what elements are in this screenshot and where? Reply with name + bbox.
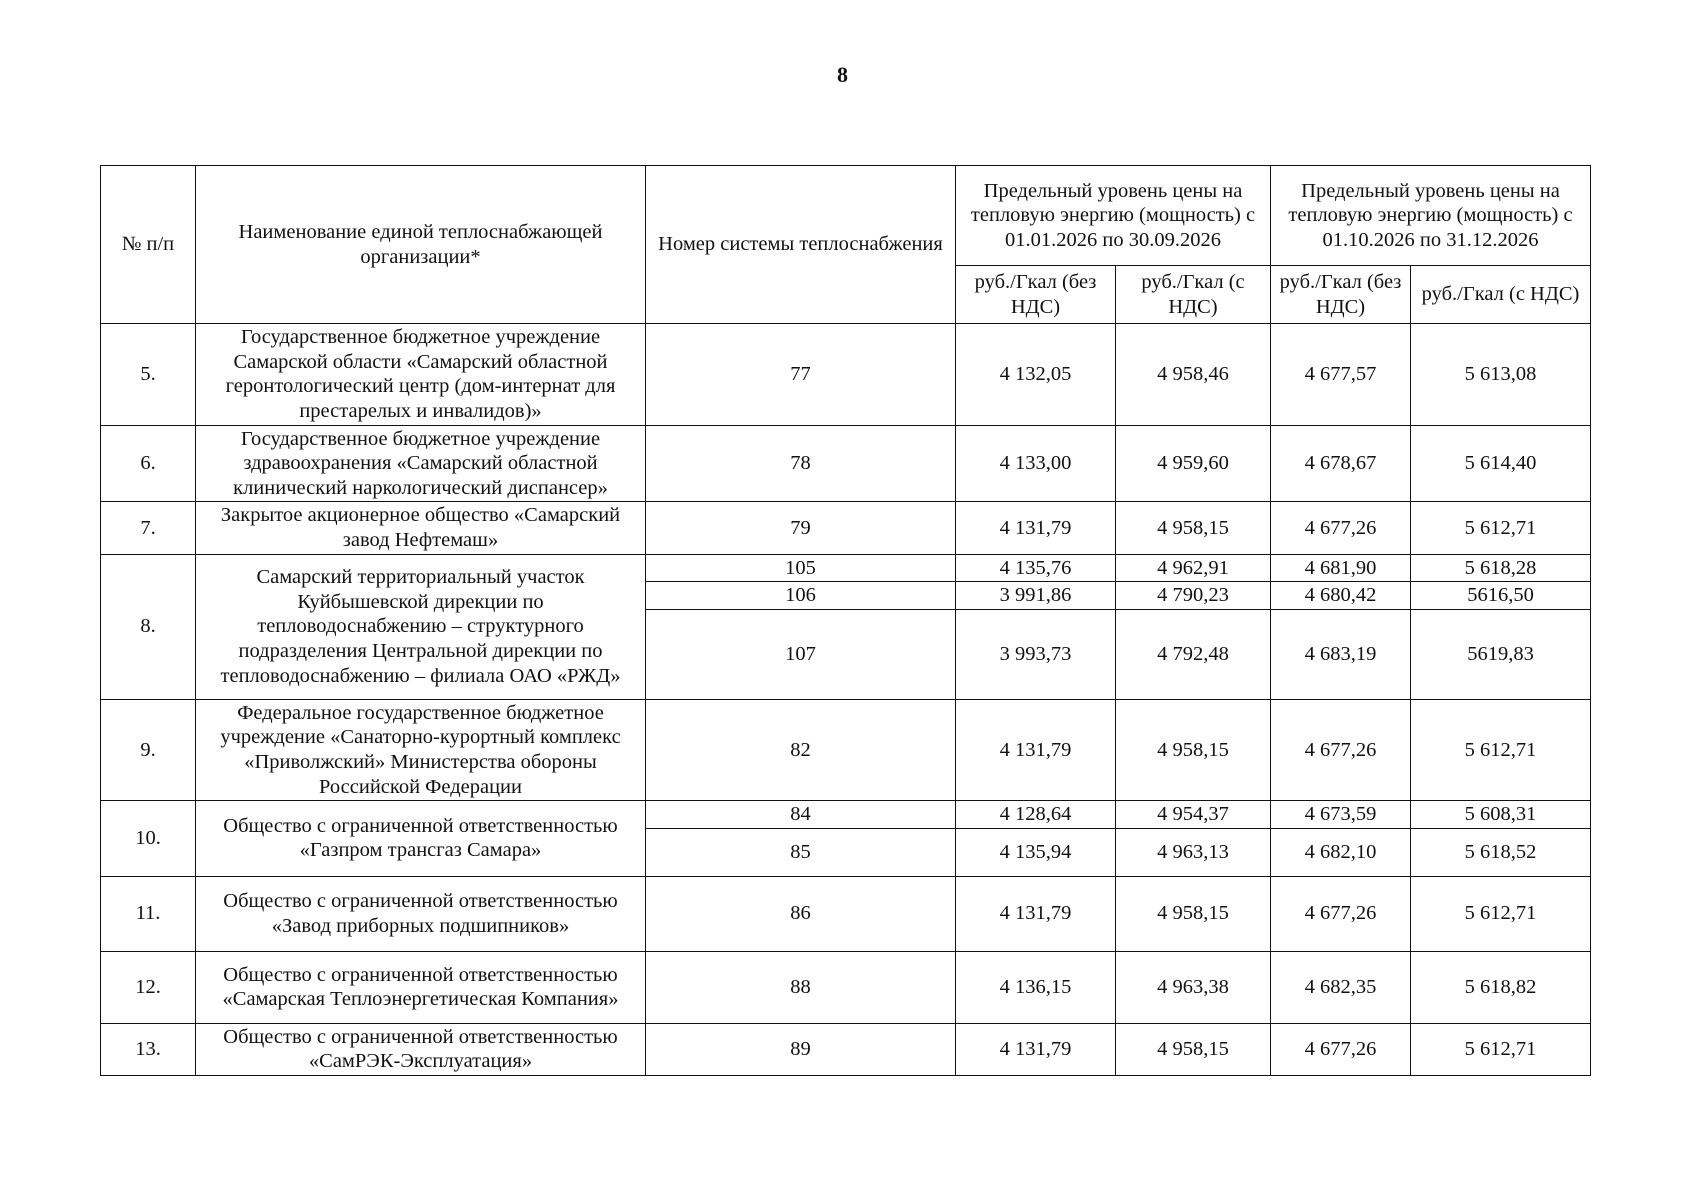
system-number: 82	[646, 699, 956, 800]
organization-name: Общество с ограниченной ответственностью «Самарская Теплоэнергетическая Компания»	[196, 951, 646, 1023]
row-number: 10.	[101, 801, 196, 877]
price-p2-no-vat: 4 677,26	[1271, 699, 1411, 800]
organization-name: Самарский территориальный участок Куйбышевской дирекции по тепловодоснабжению – структурного подразделения Центральной дирекции по тепловодоснабжению – филиала ОАО «РЖД»	[196, 554, 646, 699]
price-p2-no-vat: 4 673,59	[1271, 801, 1411, 829]
price-p1-no-vat: 4 135,76	[956, 554, 1116, 582]
price-p1-no-vat: 4 133,00	[956, 425, 1116, 502]
price-p1-no-vat: 4 128,64	[956, 801, 1116, 829]
price-p2-no-vat: 4 681,90	[1271, 554, 1411, 582]
system-number: 106	[646, 582, 956, 610]
price-p1-vat: 4 792,48	[1116, 609, 1271, 699]
price-p1-no-vat: 4 131,79	[956, 1023, 1116, 1075]
price-p1-vat: 4 963,38	[1116, 951, 1271, 1023]
price-p2-vat: 5 612,71	[1411, 699, 1591, 800]
organization-name: Государственное бюджетное учреждение Самарской области «Самарский областной геронтологический центр (дом-интернат для престарелых и инвалидов)»	[196, 324, 646, 425]
row-number: 11.	[101, 876, 196, 951]
price-p2-no-vat: 4 682,35	[1271, 951, 1411, 1023]
price-p1-vat: 4 958,15	[1116, 1023, 1271, 1075]
price-p2-no-vat: 4 680,42	[1271, 582, 1411, 610]
price-p2-vat: 5 613,08	[1411, 324, 1591, 425]
organization-name: Государственное бюджетное учреждение здравоохранения «Самарский областной клинический наркологический диспансер»	[196, 425, 646, 502]
system-number: 78	[646, 425, 956, 502]
header-organization: Наименование единой теплоснабжающей организации*	[196, 166, 646, 324]
system-number: 85	[646, 828, 956, 876]
row-number: 12.	[101, 951, 196, 1023]
price-p2-vat: 5616,50	[1411, 582, 1591, 610]
price-p2-no-vat: 4 677,26	[1271, 1023, 1411, 1075]
price-p1-no-vat: 3 993,73	[956, 609, 1116, 699]
header-period-1: Предельный уровень цены на тепловую энергию (мощность) с 01.01.2026 по 30.09.2026	[956, 166, 1271, 266]
row-number: 5.	[101, 324, 196, 425]
price-p1-vat: 4 958,46	[1116, 324, 1271, 425]
tariff-table	[100, 165, 1591, 1076]
price-p2-no-vat: 4 677,57	[1271, 324, 1411, 425]
price-p1-no-vat: 4 131,79	[956, 502, 1116, 554]
price-p2-vat: 5 612,71	[1411, 876, 1591, 951]
price-p2-vat: 5 618,52	[1411, 828, 1591, 876]
price-p1-no-vat: 4 131,79	[956, 699, 1116, 800]
table-row	[101, 324, 1591, 425]
table-row	[101, 502, 1591, 554]
price-p1-no-vat: 4 131,79	[956, 876, 1116, 951]
row-number: 8.	[101, 554, 196, 699]
price-p2-vat: 5 618,28	[1411, 554, 1591, 582]
price-p2-no-vat: 4 683,19	[1271, 609, 1411, 699]
system-number: 89	[646, 1023, 956, 1075]
price-p1-no-vat: 3 991,86	[956, 582, 1116, 610]
table-row	[101, 425, 1591, 502]
row-number: 9.	[101, 699, 196, 800]
organization-name: Общество с ограниченной ответственностью «Завод приборных подшипников»	[196, 876, 646, 951]
system-number: 88	[646, 951, 956, 1023]
header-period-2: Предельный уровень цены на тепловую энергию (мощность) с 01.10.2026 по 31.12.2026	[1271, 166, 1591, 266]
system-number: 86	[646, 876, 956, 951]
row-number: 13.	[101, 1023, 196, 1075]
row-number: 6.	[101, 425, 196, 502]
table-row	[101, 554, 1591, 582]
price-p1-vat: 4 958,15	[1116, 699, 1271, 800]
price-p1-vat: 4 963,13	[1116, 828, 1271, 876]
page-number: 8	[837, 62, 848, 87]
table-row	[101, 1023, 1591, 1075]
price-p2-no-vat: 4 682,10	[1271, 828, 1411, 876]
organization-name: Общество с ограниченной ответственностью «Газпром трансгаз Самара»	[196, 801, 646, 877]
system-number: 79	[646, 502, 956, 554]
price-p2-vat: 5 614,40	[1411, 425, 1591, 502]
organization-name: Закрытое акционерное общество «Самарский завод Нефтемаш»	[196, 502, 646, 554]
price-p2-vat: 5 608,31	[1411, 801, 1591, 829]
price-p2-no-vat: 4 677,26	[1271, 876, 1411, 951]
price-p1-vat: 4 790,23	[1116, 582, 1271, 610]
price-p1-no-vat: 4 136,15	[956, 951, 1116, 1023]
price-p2-vat: 5619,83	[1411, 609, 1591, 699]
table-row	[101, 699, 1591, 800]
system-number: 107	[646, 609, 956, 699]
header-num: № п/п	[101, 166, 196, 324]
price-p1-vat: 4 958,15	[1116, 502, 1271, 554]
price-p1-vat: 4 958,15	[1116, 876, 1271, 951]
price-p2-vat: 5 618,82	[1411, 951, 1591, 1023]
header-p1-vat: руб./Гкал (с НДС)	[1116, 266, 1271, 324]
price-p2-no-vat: 4 677,26	[1271, 502, 1411, 554]
organization-name: Общество с ограниченной ответственностью «СамРЭК-Эксплуатация»	[196, 1023, 646, 1075]
price-p1-no-vat: 4 132,05	[956, 324, 1116, 425]
table-row	[101, 951, 1591, 1023]
price-p1-no-vat: 4 135,94	[956, 828, 1116, 876]
price-p2-vat: 5 612,71	[1411, 1023, 1591, 1075]
system-number: 84	[646, 801, 956, 829]
header-p2-no-vat: руб./Гкал (без НДС)	[1271, 266, 1411, 324]
header-p1-no-vat: руб./Гкал (без НДС)	[956, 266, 1116, 324]
price-p2-vat: 5 612,71	[1411, 502, 1591, 554]
header-system-number: Номер системы теплоснабжения	[646, 166, 956, 324]
organization-name: Федеральное государственное бюджетное учреждение «Санаторно-курортный комплекс «Приволжский» Министерства обороны Российской Федерации	[196, 699, 646, 800]
table-row	[101, 801, 1591, 829]
system-number: 105	[646, 554, 956, 582]
price-p1-vat: 4 959,60	[1116, 425, 1271, 502]
header-p2-vat: руб./Гкал (с НДС)	[1411, 266, 1591, 324]
price-p1-vat: 4 954,37	[1116, 801, 1271, 829]
table-row	[101, 876, 1591, 951]
row-number: 7.	[101, 502, 196, 554]
price-p2-no-vat: 4 678,67	[1271, 425, 1411, 502]
price-p1-vat: 4 962,91	[1116, 554, 1271, 582]
system-number: 77	[646, 324, 956, 425]
